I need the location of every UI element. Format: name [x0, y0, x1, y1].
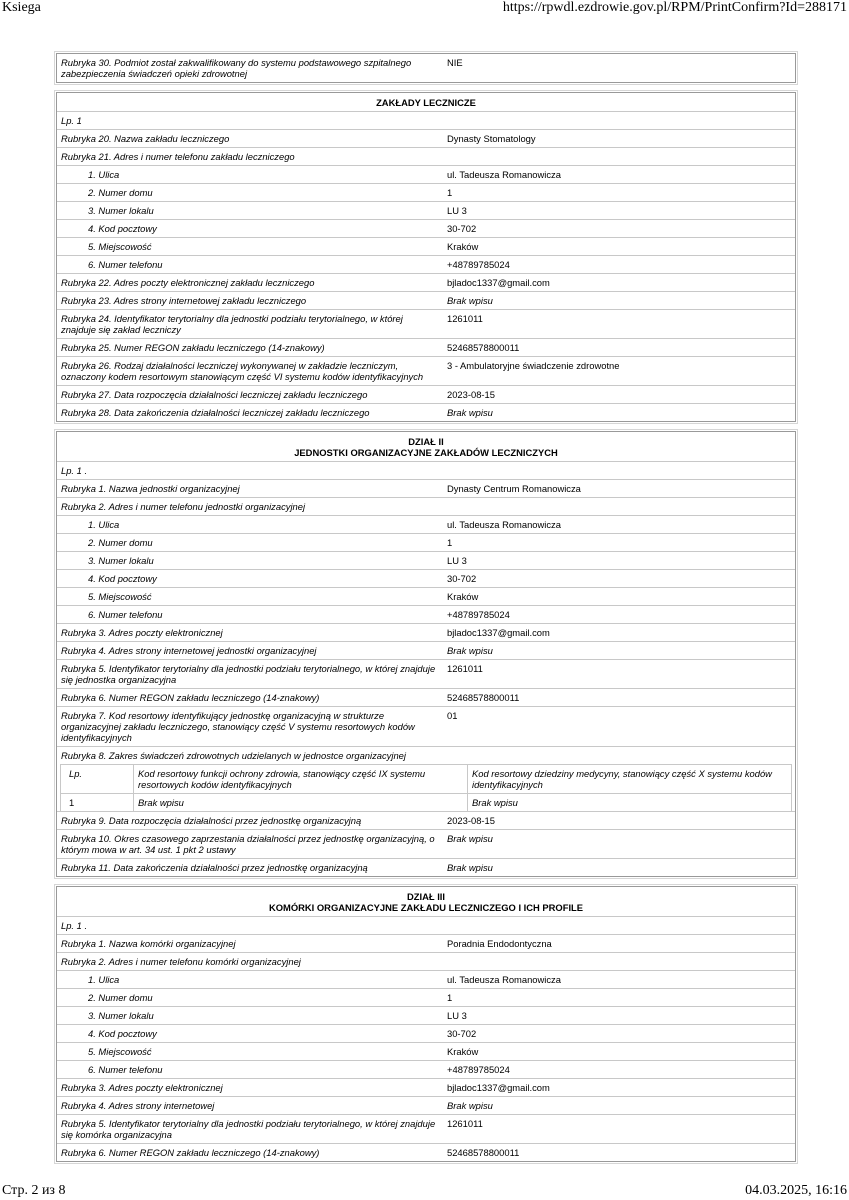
field-value: Brak wpisu [447, 407, 493, 418]
field-label: Rubryka 5. Identyfikator terytorialny dla jednostki podziału terytorialnego, w której znajduje się komórka organizacyjna [61, 1118, 436, 1140]
field-value: 52468578800011 [447, 692, 520, 703]
field-value: Brak wpisu [447, 645, 493, 656]
table-header: Lp. [69, 768, 83, 779]
section-title: ZAKŁADY LECZNICZE [376, 97, 476, 108]
rubryka-30-box [56, 53, 796, 83]
lp-label: Lp. 1 . [61, 920, 88, 931]
address-value: LU 3 [447, 1010, 467, 1021]
field-value: NIE [447, 57, 463, 68]
zaklady-lecznicze-section [56, 92, 796, 422]
address-label: 2. Numer domu [88, 537, 153, 548]
address-label: 3. Numer lokalu [88, 205, 154, 216]
address-label: 5. Miejscowość [88, 241, 152, 252]
table-header: Kod resortowy dziedziny medycyny, stanowiący część X systemu kodów identyfikacyjnych [467, 765, 791, 793]
address-value: Kraków [447, 241, 479, 252]
field-value: bjladoc1337@gmail.com [447, 1082, 550, 1093]
field-label: Rubryka 5. Identyfikator terytorialny dla jednostki podziału terytorialnego, w której znajduje się jednostka organizacyjna [61, 663, 436, 685]
field-value: 01 [447, 710, 458, 721]
field-label: Rubryka 25. Numer REGON zakładu leczniczego (14-znakowy) [61, 342, 325, 353]
field-label: Rubryka 6. Numer REGON zakładu leczniczego (14-znakowy) [61, 692, 320, 703]
section-title [57, 887, 795, 916]
rubryka-30-row [57, 54, 795, 82]
address-label: 2. Numer domu [88, 992, 153, 1003]
section-title-line1: DZIAŁ III [406, 891, 446, 902]
field-label: Rubryka 22. Adres poczty elektronicznej zakładu leczniczego [61, 277, 315, 288]
table-header-row [61, 765, 791, 794]
field-value: Brak wpisu [447, 862, 493, 873]
field-label: Rubryka 3. Adres poczty elektronicznej [61, 627, 223, 638]
field-label: Rubryka 28. Data zakończenia działalności leczniczej zakładu leczniczego [61, 407, 370, 418]
lp-label: Lp. 1 [61, 115, 82, 126]
lp-label: Lp. 1 . [61, 465, 88, 476]
field-value: Poradnia Endodontyczna [447, 938, 552, 949]
field-label: Rubryka 2. Adres i numer telefonu jednostki organizacyjnej [61, 501, 306, 512]
field-label: Rubryka 1. Nazwa jednostki organizacyjnej [61, 483, 240, 494]
address-value: 30-702 [447, 1028, 477, 1039]
field-value: Brak wpisu [447, 833, 493, 844]
field-value: Dynasty Centrum Romanowicza [447, 483, 581, 494]
address-label: 5. Miejscowość [88, 1046, 152, 1057]
table-cell: 1 [69, 797, 75, 808]
field-value: Brak wpisu [447, 295, 493, 306]
section-title-line2: KOMÓRKI ORGANIZACYJNE ZAKŁADU LECZNICZEGO I ICH PROFILE [268, 902, 584, 913]
address-value: 30-702 [447, 573, 477, 584]
field-label: Rubryka 4. Adres strony internetowej [61, 1100, 215, 1111]
table-header: Kod resortowy funkcji ochrony zdrowia, stanowiący część IX systemu resortowych kodów identyfikacyjnych [133, 765, 467, 793]
rubryka-20-row [57, 130, 795, 148]
field-label: Rubryka 9. Data rozpoczęcia działalności przez jednostkę organizacyjną [61, 815, 362, 826]
field-value: 2023-08-15 [447, 815, 495, 826]
address-value: Kraków [447, 1046, 479, 1057]
table-cell: Brak wpisu [467, 794, 791, 811]
field-label: Rubryka 2. Adres i numer telefonu komórki organizacyjnej [61, 956, 301, 967]
field-value: bjladoc1337@gmail.com [447, 627, 550, 638]
field-label: Rubryka 20. Nazwa zakładu leczniczego [61, 133, 230, 144]
address-label: 4. Kod pocztowy [88, 223, 157, 234]
address-label: 1. Ulica [88, 169, 120, 180]
address-value: Kraków [447, 591, 479, 602]
field-label: Rubryka 3. Adres poczty elektronicznej [61, 1082, 223, 1093]
address-value: 30-702 [447, 223, 477, 234]
field-value: 2023-08-15 [447, 389, 495, 400]
field-label: Rubryka 6. Numer REGON zakładu leczniczego (14-znakowy) [61, 1147, 320, 1158]
field-label: Rubryka 10. Okres czasowego zaprzestania działalności przez jednostkę organizacyjną, o którym mowa w art. 34 ust. 1 pkt 2 ustawy [61, 833, 435, 855]
field-value: Brak wpisu [447, 1100, 493, 1111]
document-content [56, 53, 796, 1171]
field-value: 1261011 [447, 313, 483, 324]
field-value: 1261011 [447, 663, 483, 674]
address-label: 4. Kod pocztowy [88, 1028, 157, 1039]
section-title-line2: JEDNOSTKI ORGANIZACYJNE ZAKŁADÓW LECZNICZYCH [294, 447, 558, 458]
section-title [57, 432, 795, 461]
address-label: 1. Ulica [88, 519, 120, 530]
table-cell: Brak wpisu [133, 794, 467, 811]
field-value: 52468578800011 [447, 342, 520, 353]
field-value: 3 - Ambulatoryjne świadczenie zdrowotne [447, 360, 620, 371]
table-row [61, 794, 791, 811]
r8-table [60, 764, 792, 811]
page-number: Стр. 2 из 8 [2, 1183, 66, 1198]
address-value: 1 [447, 992, 453, 1003]
address-value: ul. Tadeusza Romanowicza [447, 974, 561, 985]
address-value: LU 3 [447, 555, 467, 566]
address-label: 5. Miejscowość [88, 591, 152, 602]
field-label: Rubryka 21. Adres i numer telefonu zakładu leczniczego [61, 151, 295, 162]
address-label: 1. Ulica [88, 974, 120, 985]
address-value: LU 3 [447, 205, 467, 216]
address-label: 3. Numer lokalu [88, 555, 154, 566]
address-value: 1 [447, 187, 453, 198]
address-value: ul. Tadeusza Romanowicza [447, 519, 561, 530]
field-label: Rubryka 4. Adres strony internetowej jednostki organizacyjnej [61, 645, 317, 656]
address-label: 4. Kod pocztowy [88, 573, 157, 584]
field-value: Dynasty Stomatology [447, 133, 536, 144]
field-label: Rubryka 8. Zakres świadczeń zdrowotnych udzielanych w jednostce organizacyjnej [61, 750, 406, 761]
address-value: +48789785024 [447, 259, 510, 270]
print-timestamp: 04.03.2025, 16:16 [745, 1183, 847, 1198]
field-label: Rubryka 30. Podmiot został zakwalifikowany do systemu podstawowego szpitalnego zabezpieczenia świadczeń opieki zdrowotnej [61, 57, 412, 79]
section-title-line1: DZIAŁ II [408, 436, 444, 447]
address-label: 6. Numer telefonu [88, 259, 163, 270]
address-value: 1 [447, 537, 453, 548]
field-label: Rubryka 11. Data zakończenia działalności przez jednostkę organizacyjną [61, 862, 368, 873]
address-label: 2. Numer domu [88, 187, 153, 198]
dzial-3-section [56, 886, 796, 1162]
address-value: +48789785024 [447, 609, 510, 620]
field-label: Rubryka 7. Kod resortowy identyfikujący jednostkę organizacyjną w strukturze organizacyjnej zakładu leczniczego, stanowiący część V systemu resortowych kodów identyfikacyjnych [61, 710, 415, 743]
address-label: 6. Numer telefonu [88, 609, 163, 620]
field-value: 52468578800011 [447, 1147, 520, 1158]
field-value: 1261011 [447, 1118, 483, 1129]
print-header-title: Ksiega [2, 0, 41, 15]
field-label: Rubryka 23. Adres strony internetowej zakładu leczniczego [61, 295, 307, 306]
address-label: 3. Numer lokalu [88, 1010, 154, 1021]
address-value: ul. Tadeusza Romanowicza [447, 169, 561, 180]
field-label: Rubryka 27. Data rozpoczęcia działalności leczniczej zakładu leczniczego [61, 389, 368, 400]
field-label: Rubryka 26. Rodzaj działalności leczniczej wykonywanej w zakładzie leczniczym, oznaczony kodem resortowym stanowiącym część VI systemu kodów identyfikacyjnych [61, 360, 424, 382]
address-label: 6. Numer telefonu [88, 1064, 163, 1075]
field-label: Rubryka 24. Identyfikator terytorialny dla jednostki podziału terytorialnego, w której znajduje się zakład leczniczy [61, 313, 403, 335]
dzial-2-section [56, 431, 796, 877]
address-value: +48789785024 [447, 1064, 510, 1075]
field-value: bjladoc1337@gmail.com [447, 277, 550, 288]
field-label: Rubryka 1. Nazwa komórki organizacyjnej [61, 938, 236, 949]
print-header-url: https://rpwdl.ezdrowie.gov.pl/RPM/PrintConfirm?Id=288171 [502, 0, 847, 15]
